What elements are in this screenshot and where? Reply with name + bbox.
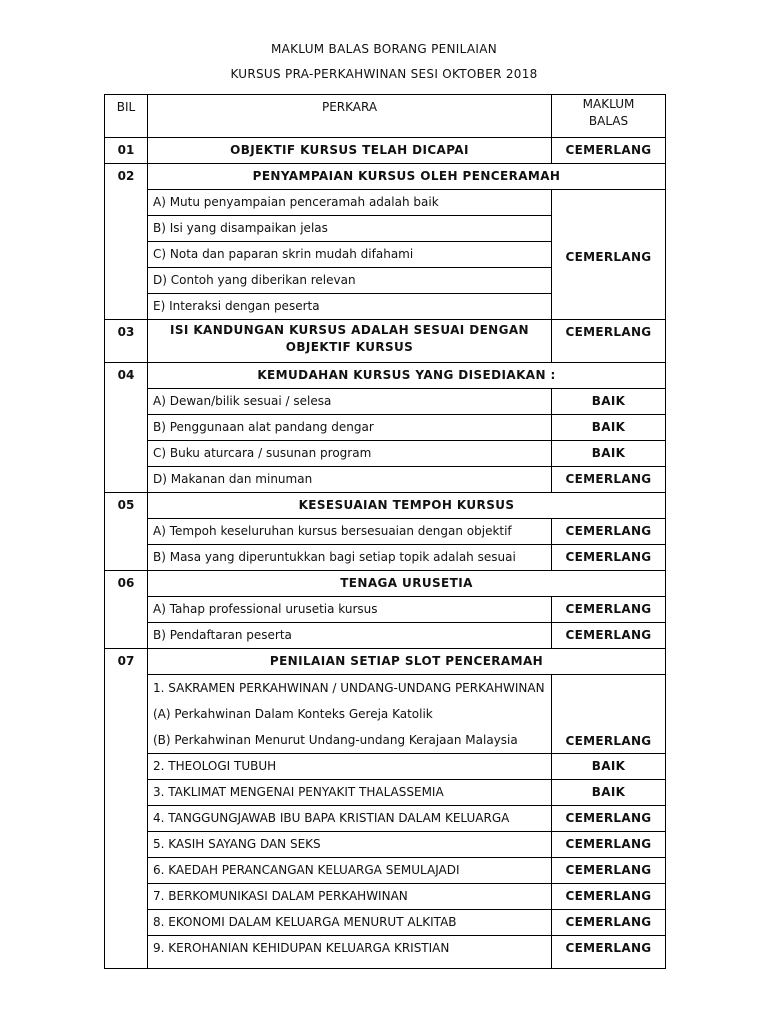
section-title: KESESUAIAN TEMPOH KURSUS xyxy=(148,493,666,519)
section-01-row xyxy=(105,138,666,164)
item-label: B) Penggunaan alat pandang dengar xyxy=(148,415,552,441)
form-title: MAKLUM BALAS BORANG PENILAIAN xyxy=(270,42,498,56)
rating: CEMERLANG xyxy=(552,910,666,936)
section-02-row xyxy=(105,164,666,190)
section-number: 02 xyxy=(105,164,148,320)
item-label: B) Masa yang diperuntukkan bagi setiap topik adalah sesuai xyxy=(148,545,552,571)
rating: CEMERLANG xyxy=(552,138,666,164)
header-balas: BALAS xyxy=(588,114,629,128)
slot-line: 1. SAKRAMEN PERKAHWINAN / UNDANG-UNDANG PERKAHWINAN xyxy=(153,681,545,695)
item-label: C) Buku aturcara / susunan program xyxy=(148,441,552,467)
section-number: 03 xyxy=(105,320,148,363)
table-row xyxy=(105,597,666,623)
item-label: B) Isi yang disampaikan jelas xyxy=(148,216,552,242)
table-row xyxy=(105,623,666,649)
rating: CEMERLANG xyxy=(552,884,666,910)
section-number: 01 xyxy=(105,138,148,164)
rating: CEMERLANG xyxy=(552,675,666,754)
rating: CEMERLANG xyxy=(552,597,666,623)
item-label: D) Contoh yang diberikan relevan xyxy=(148,268,552,294)
header-bil: BIL xyxy=(105,95,148,138)
table-row xyxy=(105,675,666,754)
section-title: TENAGA URUSETIA xyxy=(148,571,666,597)
form-subtitle: KURSUS PRA-PERKAHWINAN SESI OKTOBER 2018 xyxy=(230,67,538,81)
section-07-row xyxy=(105,649,666,675)
item-label: B) Pendaftaran peserta xyxy=(148,623,552,649)
section-04-row xyxy=(105,363,666,389)
item-label: A) Mutu penyampaian penceramah adalah baik xyxy=(148,190,552,216)
table-row xyxy=(105,910,666,936)
section-03-row xyxy=(105,320,666,363)
item-label: 4. TANGGUNGJAWAB IBU BAPA KRISTIAN DALAM KELUARGA xyxy=(148,806,552,832)
item-label: A) Tempoh keseluruhan kursus bersesuaian dengan objektif xyxy=(148,519,552,545)
section-title-line: ISI KANDUNGAN KURSUS ADALAH SESUAI DENGAN xyxy=(169,323,530,337)
item-label: E) Interaksi dengan peserta xyxy=(148,294,552,320)
rating: CEMERLANG xyxy=(552,858,666,884)
rating: CEMERLANG xyxy=(552,320,666,363)
section-number: 05 xyxy=(105,493,148,571)
section-title: OBJEKTIF KURSUS TELAH DICAPAI xyxy=(148,138,552,164)
item-label: 5. KASIH SAYANG DAN SEKS xyxy=(148,832,552,858)
table-row xyxy=(105,858,666,884)
table-row xyxy=(105,884,666,910)
slot-line: (A) Perkahwinan Dalam Konteks Gereja Katolik xyxy=(153,707,433,721)
item-label: 2. THEOLOGI TUBUH xyxy=(148,754,552,780)
rating: CEMERLANG xyxy=(552,936,666,969)
item-label: 6. KAEDAH PERANCANGAN KELUARGA SEMULAJADI xyxy=(148,858,552,884)
section-title-line: OBJEKTIF KURSUS xyxy=(285,340,414,354)
section-number: 07 xyxy=(105,649,148,969)
section-title: PENILAIAN SETIAP SLOT PENCERAMAH xyxy=(148,649,666,675)
table-row xyxy=(105,519,666,545)
rating: CEMERLANG xyxy=(552,467,666,493)
rating: CEMERLANG xyxy=(552,545,666,571)
rating: CEMERLANG xyxy=(552,623,666,649)
item-label: D) Makanan dan minuman xyxy=(148,467,552,493)
rating: CEMERLANG xyxy=(552,806,666,832)
section-title: PENYAMPAIAN KURSUS OLEH PENCERAMAH xyxy=(148,164,666,190)
section-title xyxy=(148,320,552,363)
rating: BAIK xyxy=(552,754,666,780)
item-label xyxy=(148,675,552,754)
table-row xyxy=(105,415,666,441)
rating: BAIK xyxy=(552,415,666,441)
item-label: 7. BERKOMUNIKASI DALAM PERKAHWINAN xyxy=(148,884,552,910)
rating: CEMERLANG xyxy=(552,832,666,858)
table-row xyxy=(105,936,666,969)
rating: BAIK xyxy=(552,441,666,467)
item-label: A) Dewan/bilik sesuai / selesa xyxy=(148,389,552,415)
section-06-row xyxy=(105,571,666,597)
item-label: 8. EKONOMI DALAM KELUARGA MENURUT ALKITAB xyxy=(148,910,552,936)
rating: BAIK xyxy=(552,389,666,415)
table-row xyxy=(105,832,666,858)
table-header-row xyxy=(105,95,666,138)
table-row xyxy=(105,545,666,571)
header-maklum: MAKLUM xyxy=(582,97,635,111)
section-number: 06 xyxy=(105,571,148,649)
rating: CEMERLANG xyxy=(552,519,666,545)
table-row xyxy=(105,441,666,467)
table-row xyxy=(105,754,666,780)
section-title: KEMUDAHAN KURSUS YANG DISEDIAKAN : xyxy=(148,363,666,389)
table-row xyxy=(105,190,666,216)
item-label: C) Nota dan paparan skrin mudah difahami xyxy=(148,242,552,268)
item-label: A) Tahap professional urusetia kursus xyxy=(148,597,552,623)
table-row xyxy=(105,806,666,832)
rating: CEMERLANG xyxy=(552,190,666,320)
table-row xyxy=(105,467,666,493)
item-label: 9. KEROHANIAN KEHIDUPAN KELUARGA KRISTIAN xyxy=(148,936,552,969)
section-number: 04 xyxy=(105,363,148,493)
header-perkara: PERKARA xyxy=(148,95,552,138)
table-row xyxy=(105,389,666,415)
section-05-row xyxy=(105,493,666,519)
table-row xyxy=(105,780,666,806)
item-label: 3. TAKLIMAT MENGENAI PENYAKIT THALASSEMIA xyxy=(148,780,552,806)
slot-line: (B) Perkahwinan Menurut Undang-undang Kerajaan Malaysia xyxy=(153,733,518,747)
header-maklum-balas xyxy=(552,95,666,138)
rating: BAIK xyxy=(552,780,666,806)
evaluation-table xyxy=(104,94,666,969)
